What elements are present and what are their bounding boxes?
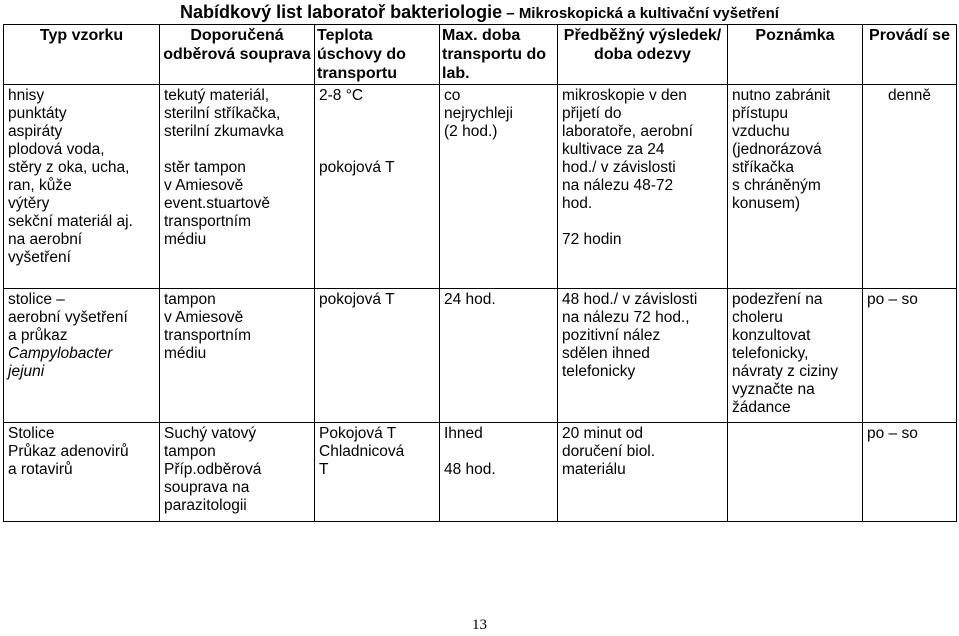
cell-line: 2-8 °C [319, 87, 364, 104]
cell-line: jejuni [8, 363, 45, 380]
cell-doba [440, 85, 558, 289]
column-header-typ: Typ vzorku [4, 25, 160, 85]
cell-line: na nálezu 72 hod., [562, 309, 690, 326]
cell-line: hod. [562, 195, 593, 212]
cell-line: aspiráty [8, 123, 63, 140]
column-header-poznamka: Poznámka [728, 25, 863, 85]
column-header-doba: Max. doba transportu do lab. [440, 25, 558, 85]
cell-line: na aerobní [8, 231, 83, 248]
cell-line: parazitologii [164, 497, 247, 514]
cell-typ [4, 423, 160, 522]
cell-line: mikroskopie v den [562, 87, 687, 104]
cell-line: po – so [867, 291, 918, 308]
cell-line: nutno zabránit [732, 87, 831, 104]
cell-line: Příp.odběrová [164, 461, 262, 478]
cell-doba [440, 289, 558, 423]
cell-line: konusem) [732, 195, 801, 212]
cell-line: 20 minut od [562, 425, 643, 442]
cell-line: přijetí do [562, 105, 622, 122]
cell-line: Campylobacter [8, 345, 113, 362]
cell-line: hod./ v závislosti [562, 159, 676, 176]
cell-teplota [315, 423, 440, 522]
cell-line: žádance [732, 399, 791, 416]
cell-line: 24 hod. [444, 291, 496, 308]
cell-teplota [315, 85, 440, 289]
cell-line: sekční materiál aj. [8, 213, 133, 230]
cell-provadi [863, 85, 957, 289]
cell-line: telefonicky [562, 363, 636, 380]
cell-line: materiálu [562, 461, 626, 478]
cell-vysledek [558, 289, 728, 423]
cell-souprava [160, 85, 315, 289]
cell-line: a průkaz [8, 327, 68, 344]
column-header-teplota: Teplota úschovy do transportu [315, 25, 440, 85]
cell-line: pokojová T [319, 291, 395, 308]
cell-teplota [315, 289, 440, 423]
cell-line: denně [887, 87, 932, 104]
cell-line: v Amiesově [164, 177, 244, 194]
cell-line: choleru [732, 309, 783, 326]
cell-line: vyšetření [8, 249, 71, 266]
cell-line: pozitivní nález [562, 327, 661, 344]
cell-line: kultivace za 24 [562, 141, 665, 158]
cell-line: a rotavirů [8, 461, 73, 478]
cell-line: Stolice [8, 425, 55, 442]
cell-line: 72 hodin [562, 231, 622, 248]
cell-line: sterilní stříkačka, [164, 105, 281, 122]
cell-line [319, 123, 435, 141]
title-main: Nabídkový list laboratoř bakteriologie [180, 2, 503, 22]
page-number: 13 [472, 617, 487, 633]
cell-line: tampon [164, 443, 216, 460]
title-subtitle: Mikroskopická a kultivační vyšetření [518, 5, 779, 22]
cell-line: sdělen ihned [562, 345, 650, 362]
column-header-vysledek: Předběžný výsledek/ doba odezvy [558, 25, 728, 85]
cell-line: pokojová T [319, 159, 395, 176]
page-title [0, 0, 959, 24]
cell-line: telefonicky, [732, 345, 809, 362]
cell-line: ran, kůže [8, 177, 72, 194]
cell-line: punktáty [8, 105, 67, 122]
cell-line: s chráněným [732, 177, 821, 194]
cell-line: 48 hod. [444, 461, 496, 478]
column-header-souprava: Doporučená odběrová souprava [160, 25, 315, 85]
cell-line: médiu [164, 345, 207, 362]
cell-line: laboratoře, aerobní [562, 123, 693, 140]
cell-line: sterilní zkumavka [164, 123, 284, 140]
cell-poznamka [728, 423, 863, 522]
cell-poznamka [728, 85, 863, 289]
cell-line [319, 141, 435, 159]
cell-line: stříkačka [732, 159, 795, 176]
cell-line: Suchý vatový [164, 425, 257, 442]
cell-line: (jednorázová [732, 141, 822, 158]
cell-line: transportním [164, 327, 252, 344]
cell-line [164, 141, 310, 159]
cell-line: Průkaz adenovirů [8, 443, 129, 460]
cell-line: stěry z oka, ucha, [8, 159, 130, 176]
cell-poznamka [728, 289, 863, 423]
cell-line: výtěry [8, 195, 50, 212]
cell-line: v Amiesově [164, 309, 244, 326]
cell-line: transportním [164, 213, 252, 230]
cell-line: stolice – [8, 291, 65, 308]
header-row [4, 25, 957, 85]
column-header-provadi: Provádí se [863, 25, 957, 85]
table-row [4, 423, 957, 522]
cell-line: plodová voda, [8, 141, 105, 158]
cell-doba [440, 423, 558, 522]
cell-provadi [863, 423, 957, 522]
title-dash: – [502, 5, 519, 22]
cell-vysledek [558, 423, 728, 522]
cell-line: hnisy [8, 87, 45, 104]
cell-line: konzultovat [732, 327, 811, 344]
cell-line: event.stuartově [164, 195, 270, 212]
cell-typ [4, 85, 160, 289]
cell-souprava [160, 423, 315, 522]
cell-line: přístupu [732, 105, 789, 122]
cell-line: Pokojová T [319, 425, 397, 442]
cell-line: T [319, 461, 329, 478]
cell-line: doručení biol. [562, 443, 656, 460]
cell-line: 48 hod./ v závislosti [562, 291, 698, 308]
table-row [4, 289, 957, 423]
cell-line: po – so [867, 425, 918, 442]
cell-line [319, 105, 435, 123]
cell-line: Ihned [444, 425, 483, 442]
cell-line [562, 213, 723, 231]
cell-line: tampon [164, 291, 216, 308]
cell-line: souprava na [164, 479, 250, 496]
cell-typ [4, 289, 160, 423]
cell-line: (2 hod.) [444, 123, 498, 140]
cell-line: podezření na [732, 291, 823, 308]
cell-line: vzduchu [732, 123, 790, 140]
cell-line: médiu [164, 231, 207, 248]
cell-line: návraty z ciziny [732, 363, 838, 380]
cell-line: stěr tampon [164, 159, 246, 176]
cell-line: aerobní vyšetření [8, 309, 128, 326]
offer-table [3, 24, 957, 522]
cell-line: Chladnicová [319, 443, 405, 460]
cell-line: vyznačte na [732, 381, 815, 398]
cell-line: co [444, 87, 461, 104]
cell-line [444, 443, 553, 461]
cell-line: na nálezu 48-72 [562, 177, 674, 194]
cell-provadi [863, 289, 957, 423]
table-row [4, 85, 957, 289]
cell-souprava [160, 289, 315, 423]
cell-vysledek [558, 85, 728, 289]
cell-line: nejrychleji [444, 105, 513, 122]
cell-line: tekutý materiál, [164, 87, 270, 104]
